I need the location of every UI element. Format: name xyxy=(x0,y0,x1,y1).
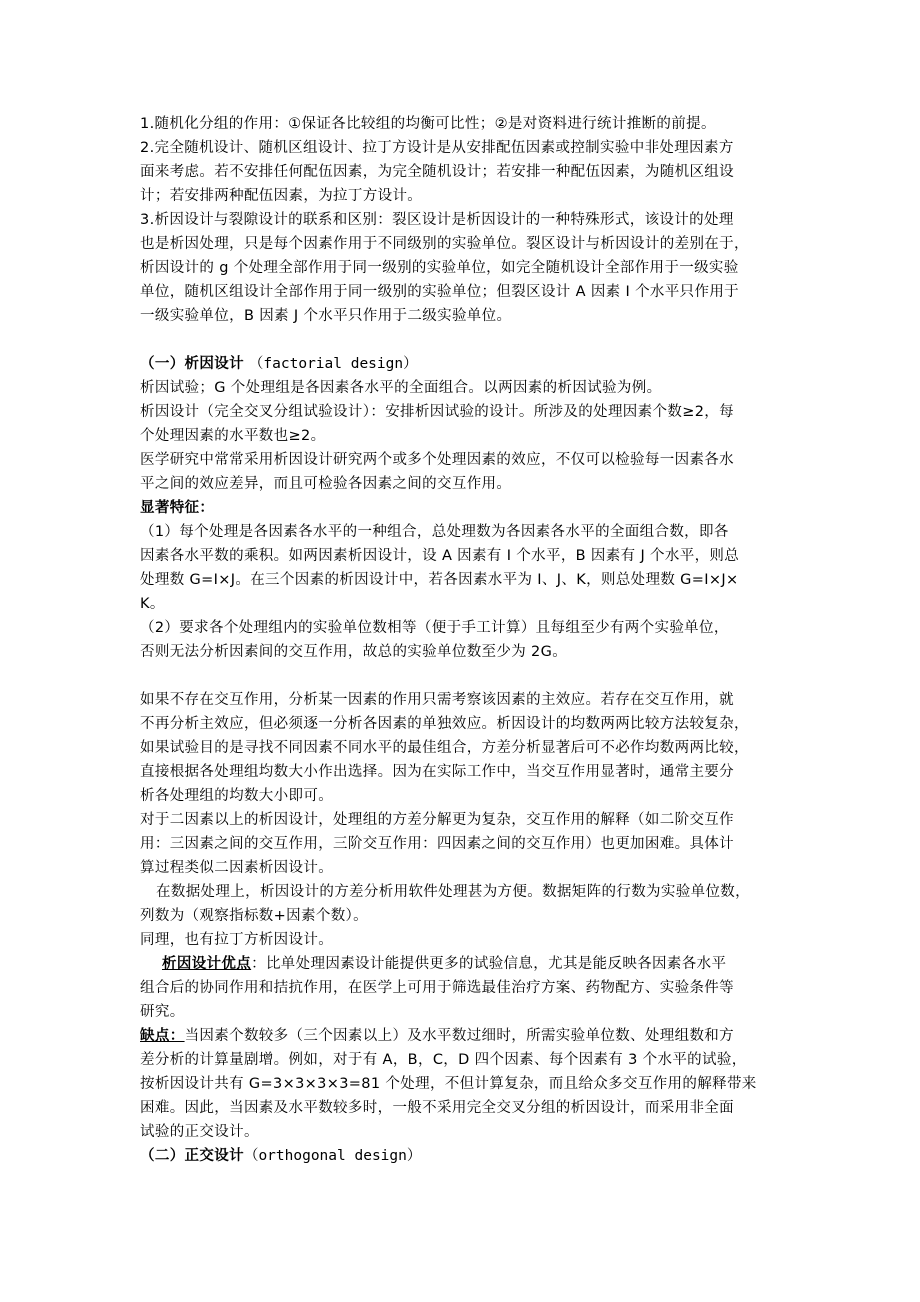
paragraph-advantages-line-1 xyxy=(162,954,726,974)
paragraph-medical-research-line-1: 医学研究中常常采用析因设计研究两个或多个处理因素的效应，不仅可以检验每一因素各水 xyxy=(140,452,734,468)
paragraph-design-types-line-2: 面来考虑。若不安排任何配伍因素，为完全随机设计；若安排一种配伍因素，为随机区组设 xyxy=(140,164,734,180)
paragraph-interaction-line-2: 不再分析主效应，但必须逐一分析各因素的单独效应。析因设计的均数两两比较方法较复杂， xyxy=(140,716,749,732)
paragraph-disadvantages-line-2: 差分析的计算量剧增。例如，对于有 A，B，C，D 四个因素、每个因素有 3 个水平的试验， xyxy=(140,1052,747,1068)
heading-orthogonal-label: （二）正交设计 xyxy=(140,1148,244,1164)
advantages-label: 析因设计优点 xyxy=(162,956,252,972)
heading-orthogonal-design xyxy=(140,1146,421,1166)
paragraph-advantages-line-2: 组合后的协同作用和拮抗作用，在医学上可用于筛选最佳治疗方案、药物配方、实验条件等 xyxy=(140,980,734,996)
paragraph-disadvantages-line-1 xyxy=(140,1026,734,1046)
paragraph-multifactor-line-3: 算过程类似二因素析因设计。 xyxy=(140,860,334,876)
paragraph-latin-square-factorial: 同理，也有拉丁方析因设计。 xyxy=(140,932,334,948)
paragraph-data-processing-line-1: 在数据处理上，析因设计的方差分析用软件处理甚为方便。数据矩阵的行数为实验单位数， xyxy=(156,884,750,900)
paragraph-interaction-line-5: 析各处理组的均数大小即可。 xyxy=(140,788,334,804)
disadvantages-text: 当因素个数较多（三个因素以上）及水平数过细时，所需实验单位数、处理组数和方 xyxy=(184,1028,735,1044)
heading-factorial-english: （factorial design） xyxy=(248,356,418,372)
feature-2-line-1: （2）要求各个处理组内的实验单位数相等（便于手工计算）且每组至少有两个实验单位， xyxy=(140,620,729,636)
paragraph-interaction-line-4: 直接根据各处理组均数大小作出选择。因为在实际工作中，当交互作用显著时，通常主要分 xyxy=(140,764,734,780)
paragraph-design-types-line-1: 2.完全随机设计、随机区组设计、拉丁方设计是从安排配伍因素或控制实验中非处理因素方 xyxy=(140,140,734,156)
paragraph-factorial-definition-line-2: 个处理因素的水平数也≥2。 xyxy=(140,428,326,444)
paragraph-multifactor-line-1: 对于二因素以上的析因设计，处理组的方差分解更为复杂，交互作用的解释（如二阶交互作 xyxy=(140,812,734,828)
paragraph-split-plot-line-3: 析因设计的 g 个处理全部作用于同一级别的实验单位，如完全随机设计全部作用于一级实验 xyxy=(140,260,739,276)
paragraph-disadvantages-line-4: 困难。因此，当因素及水平数较多时，一般不采用完全交叉分组的析因设计，而采用非全面 xyxy=(140,1100,734,1116)
paragraph-split-plot-line-1: 3.析因设计与裂隙设计的联系和区别：裂区设计是析因设计的一种特殊形式，该设计的处理 xyxy=(140,212,734,228)
heading-orthogonal-english: （orthogonal design） xyxy=(243,1148,422,1164)
paragraph-design-types-line-3: 计；若安排两种配伍因素，为拉丁方设计。 xyxy=(140,188,423,204)
disadvantages-label: 缺点： xyxy=(140,1028,185,1044)
feature-1-line-1: （1）每个处理是各因素各水平的一种组合，总处理数为各因素各水平的全面组合数，即各 xyxy=(140,524,729,540)
paragraph-split-plot-line-4: 单位，随机区组设计全部作用于同一级别的实验单位；但裂区设计 A 因素 I 个水平只作用于 xyxy=(140,284,740,300)
paragraph-advantages-line-3: 研究。 xyxy=(140,1004,185,1020)
heading-factorial-design xyxy=(140,354,418,374)
paragraph-factorial-trial: 析因试验；G 个处理组是各因素各水平的全面组合。以两因素的析因试验为例。 xyxy=(140,380,662,396)
feature-1-line-2: 因素各水平数的乘积。如两因素析因设计，设 A 因素有 I 个水平，B 因素有 J 个水平，则总 xyxy=(140,548,740,564)
feature-1-line-3: 处理数 G=I×J。在三个因素的析因设计中，若各因素水平为 I、J、K，则总处理数 G=I×J× xyxy=(140,572,739,588)
paragraph-medical-research-line-2: 平之间的效应差异，而且可检验各因素之间的交互作用。 xyxy=(140,476,512,492)
paragraph-interaction-line-1: 如果不存在交互作用，分析某一因素的作用只需考察该因素的主效应。若存在交互作用，就 xyxy=(140,692,734,708)
heading-factorial-label: （一）析因设计 xyxy=(140,356,244,372)
paragraph-factorial-definition-line-1: 析因设计（完全交叉分组试验设计）：安排析因试验的设计。所涉及的处理因素个数≥2，每 xyxy=(140,404,734,420)
advantages-text: ：比单处理因素设计能提供更多的试验信息，尤其是能反映各因素各水平 xyxy=(251,956,727,972)
heading-key-features: 显著特征： xyxy=(140,500,215,516)
paragraph-split-plot-line-2: 也是析因处理，只是每个因素作用于不同级别的实验单位。裂区设计与析因设计的差别在于， xyxy=(140,236,749,252)
feature-2-line-2: 否则无法分析因素间的交互作用，故总的实验单位数至少为 2G。 xyxy=(140,644,568,660)
paragraph-split-plot-line-5: 一级实验单位，B 因素 J 个水平只作用于二级实验单位。 xyxy=(140,308,512,324)
paragraph-multifactor-line-2: 用：三因素之间的交互作用，三阶交互作用：四因素之间的交互作用）也更加困难。具体计 xyxy=(140,836,734,852)
paragraph-data-processing-line-2: 列数为（观察指标数+因素个数）。 xyxy=(140,908,368,924)
paragraph-disadvantages-line-5: 试验的正交设计。 xyxy=(140,1124,259,1140)
paragraph-disadvantages-line-3: 按析因设计共有 G=3×3×3×3=81 个处理，不但计算复杂，而且给众多交互作用的解释带来 xyxy=(140,1076,757,1092)
feature-1-line-4: K。 xyxy=(140,596,165,612)
paragraph-randomization: 1.随机化分组的作用：①保证各比较组的均衡可比性；②是对资料进行统计推断的前提。 xyxy=(140,116,716,132)
paragraph-interaction-line-3: 如果试验目的是寻找不同因素不同水平的最佳组合，方差分析显著后可不必作均数两两比较， xyxy=(140,740,749,756)
